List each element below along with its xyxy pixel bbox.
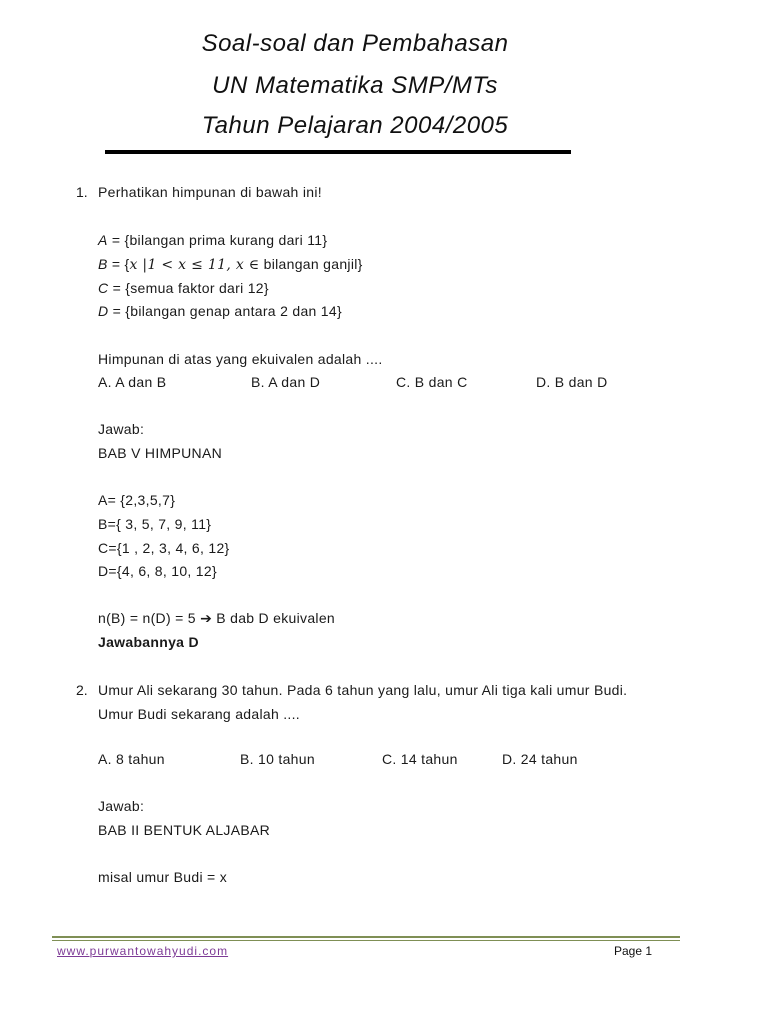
q1-work-d: D={4, 6, 8, 10, 12} — [98, 563, 217, 579]
set-d-definition: = {bilangan genap antara 2 dan 14} — [108, 303, 342, 319]
q2-jawab-label: Jawab: — [98, 798, 145, 814]
q2-work-line: misal umur Budi = x — [98, 869, 228, 885]
q1-set-c — [98, 279, 269, 297]
q1-work-c: C={1 , 2, 3, 4, 6, 12} — [98, 540, 230, 556]
q1-option-a: A. A dan B — [98, 374, 167, 390]
q1-set-b — [98, 255, 363, 274]
q2-option-b: B. 10 tahun — [240, 751, 315, 767]
q2-option-d: D. 24 tahun — [502, 751, 578, 767]
set-d-name: D — [98, 303, 109, 319]
footer-divider-top — [52, 936, 680, 938]
q1-set-a — [98, 231, 327, 249]
footer-divider-bottom — [52, 940, 680, 941]
set-a-name: A — [98, 232, 108, 248]
q1-number: 1. — [76, 184, 88, 200]
title-line-2: UN Matematika SMP/MTs — [212, 72, 498, 99]
page-number: Page 1 — [614, 944, 653, 958]
q1-relation — [98, 609, 335, 627]
q2-number: 2. — [76, 682, 88, 698]
relation-end: B dab D ekuivalen — [212, 610, 336, 626]
q1-work-b: B={ 3, 5, 7, 9, 11} — [98, 516, 212, 532]
set-a-definition: = {bilangan prima kurang dari 11} — [107, 232, 328, 248]
set-c-name: C — [98, 280, 109, 296]
q1-option-d: D. B dan D — [536, 374, 608, 390]
q1-option-b: B. A dan D — [251, 374, 321, 390]
arrow-right-icon: ➔ — [200, 610, 213, 626]
q1-work-a: A= {2,3,5,7} — [98, 492, 176, 508]
q1-prompt: Perhatikan himpunan di bawah ini! — [98, 184, 322, 200]
title-line-3: Tahun Pelajaran 2004/2005 — [201, 112, 509, 139]
set-b-name: B — [98, 256, 108, 272]
q1-set-d — [98, 302, 342, 320]
q2-option-c: C. 14 tahun — [382, 751, 458, 767]
title-line-1: Soal-soal dan Pembahasan — [201, 30, 509, 57]
set-b-math: x |1 < x ≤ 11, x ∈ — [129, 257, 260, 273]
q2-chapter: BAB II BENTUK ALJABAR — [98, 822, 271, 838]
q1-jawab-label: Jawab: — [98, 421, 145, 437]
q2-prompt-line-2: Umur Budi sekarang adalah .... — [98, 706, 300, 722]
title-divider — [105, 150, 571, 154]
set-b-equals: = { — [107, 256, 130, 272]
q2-prompt-line-1: Umur Ali sekarang 30 tahun. Pada 6 tahun yang lalu, umur Ali tiga kali umur Budi. — [98, 682, 628, 698]
set-b-rest: bilangan ganjil} — [259, 256, 363, 272]
relation-text: n(B) = n(D) = 5 — [98, 610, 201, 626]
q1-option-c: C. B dan C — [396, 374, 468, 390]
q1-question: Himpunan di atas yang ekuivalen adalah .... — [98, 351, 383, 367]
q2-option-a: A. 8 tahun — [98, 751, 165, 767]
q1-answer: Jawabannya D — [98, 634, 199, 650]
q1-chapter: BAB V HIMPUNAN — [98, 445, 222, 461]
set-c-definition: = {semua faktor dari 12} — [108, 280, 269, 296]
website-link[interactable]: www.purwantowahyudi.com — [57, 944, 229, 958]
